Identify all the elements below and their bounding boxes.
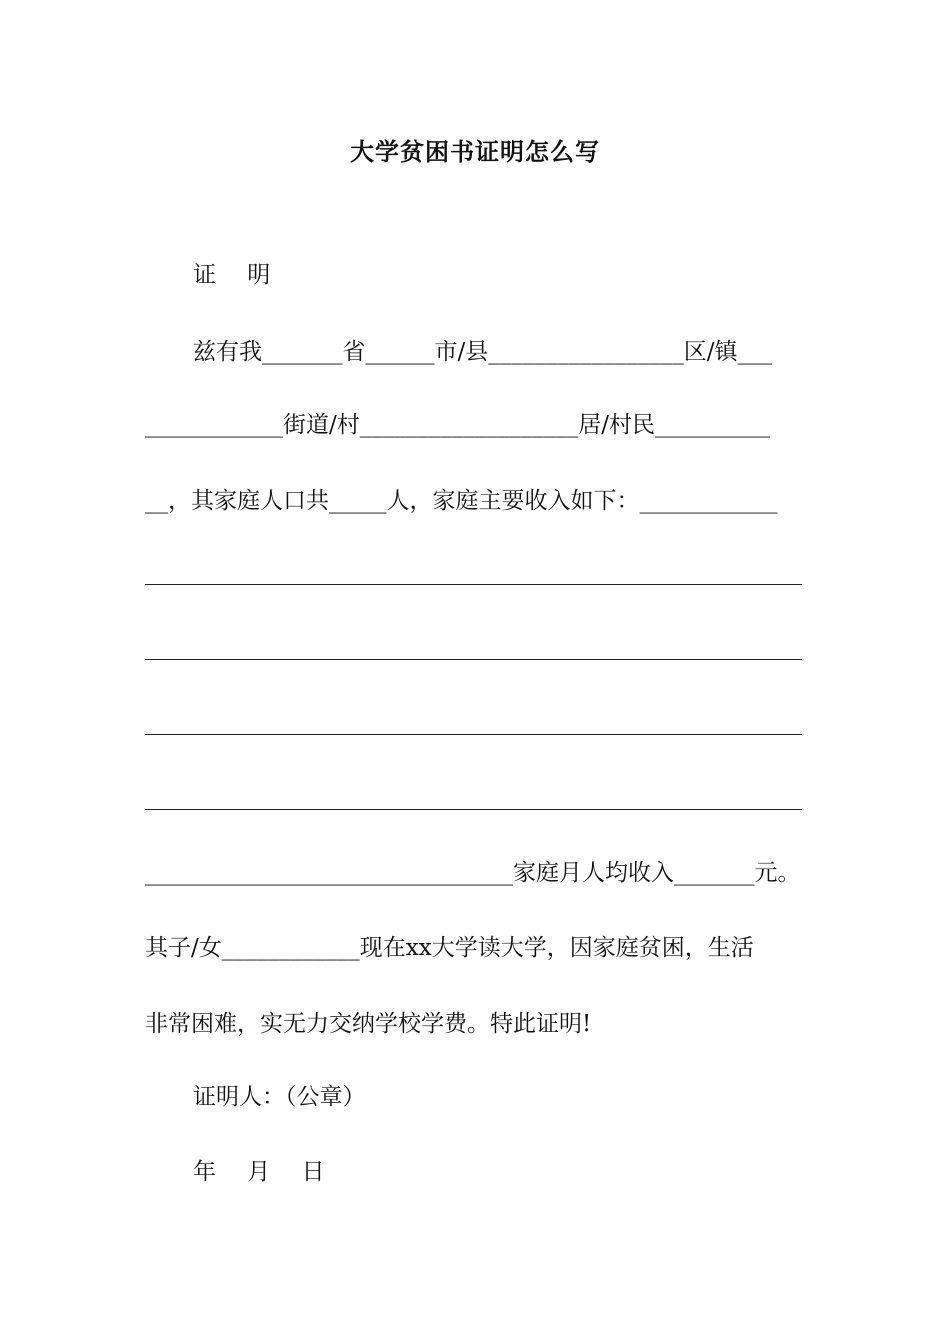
signature-line: 证明人：（公章）	[193, 1084, 366, 1110]
body-line-4: ________________________________家庭月人均收入_______元。	[145, 860, 801, 886]
blank-fill-line-2	[145, 659, 802, 660]
blank-fill-line-3	[145, 734, 802, 735]
body-line-2: ____________街道/村___________________居/村民__________	[145, 412, 770, 438]
body-line-3: __，其家庭人口共_____人，家庭主要收入如下：____________	[145, 488, 778, 514]
body-line-1: 兹有我_______省______市/县_________________区/镇___	[193, 339, 772, 365]
date-line: 年 月 日	[193, 1159, 337, 1185]
body-line-5: 其子/女____________现在xx大学读大学，因家庭贫困，生活	[145, 935, 754, 961]
body-line-6: 非常困难，实无力交纳学校学费。特此证明!	[145, 1011, 592, 1037]
document-title: 大学贫困书证明怎么写	[350, 137, 600, 166]
blank-fill-line-4	[145, 809, 802, 810]
certificate-heading: 证 明	[193, 262, 283, 288]
blank-fill-line-1	[145, 584, 802, 585]
